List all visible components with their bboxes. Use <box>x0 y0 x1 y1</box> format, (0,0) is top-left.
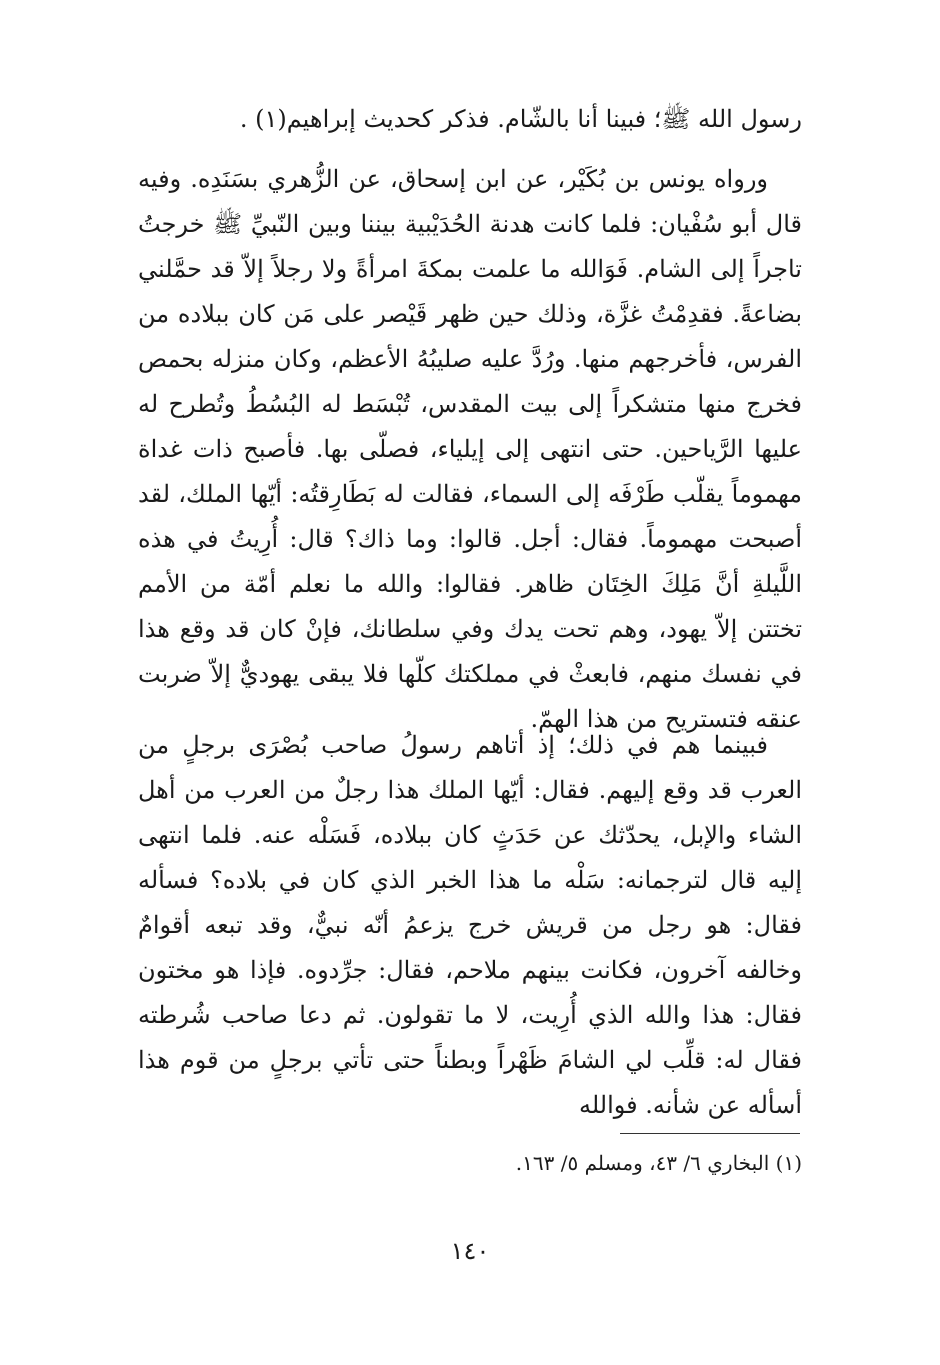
footnote-divider <box>620 1133 800 1134</box>
paragraph-2 <box>138 157 802 742</box>
paragraph-1-text: رسول الله ﷺ؛ فبينا أنا بالشّام. فذكر كحديث إبراهيم(١) . <box>239 105 802 133</box>
paragraph-2-text: ورواه يونس بن بُكَيْر، عن ابن إسحاق، عن الزُّهري بسَنَدِه. وفيه قال أبو سُفْيان: فلما كانت هدنة الحُدَيْبية بيننا وبين النّبيِّ ﷺ خرجتُ تاجراً إلى الشام. فَوَالله ما علمت بمكةَ امرأةً ولا رجلاً إلاّ قد حمَّلني بضاعةً. فقدِمْتُ غزَّة، وذلك حين ظهر قَيْصر على مَن كان ببلاده من الفرس، فأخرجهم منها. ورُدَّ عليه صليبُهُ الأعظم، وكان منزله بحمص فخرج منها متشكراً إلى بيت المقدس، تُبْسَط له البُسُطُ وتُطرح له عليها الرَّياحين. حتى انتهى إلى إيلياء، فصلّى بها. فأصبح ذات غداة مهموماً يقلّب طَرْفَه إلى السماء، فقالت له بَطَارِقتُه: أيّها الملك، لقد أصبحت مهموماً. فقال: أجل. قالوا: وما ذاك؟ قال: أُرِيتُ في هذه اللَّيلةِ أنَّ مَلِكَ الخِتَان ظاهر. فقالوا: والله ما نعلم أمّة من الأمم تختتن إلاّ يهود، وهم تحت يدك وفي سلطانك، فإنْ كان قد وقع هذا في نفسك منهم، فابعثْ في مملكتك كلّها فلا يبقى يهوديٌّ إلاّ ضربت عنقه فتستريح من هذا الهمّ. <box>138 165 802 733</box>
footnote: (١) البخاري ٦/ ٤٣، ومسلم ٥/ ١٦٣. <box>515 1151 802 1175</box>
paragraph-continuation <box>138 97 802 142</box>
paragraph-3 <box>138 723 802 1128</box>
paragraph-3-text: فبينما هم في ذلك؛ إذ أتاهم رسولُ صاحب بُصْرَى برجلٍ من العرب قد وقع إليهم. فقال: أيّها الملك هذا رجلٌ من العرب من أهل الشاء والإبل، يحدّثك عن حَدَثٍ كان ببلاده، فَسَلْه عنه. فلما انتهى إليه قال لترجمانه: سَلْه ما هذا الخبر الذي كان في بلاده؟ فسأله فقال: هو رجل من قريش خرج يزعمُ أنّه نبيٌّ، وقد تبعه أقوامٌ وخالفه آخرون، فكانت بينهم ملاحم، فقال: جرِّدوه. فإذا هو مختون فقال: هذا والله الذي أُرِيت، لا ما تقولون. ثم دعا صاحب شُرطته فقال له: قلِّب لي الشامَ ظَهْراً وبطناً حتى تأتي برجلٍ من قوم هذا أسأله عن شأنه. فوالله <box>138 731 803 1119</box>
page-number: ١٤٠ <box>450 1237 490 1265</box>
